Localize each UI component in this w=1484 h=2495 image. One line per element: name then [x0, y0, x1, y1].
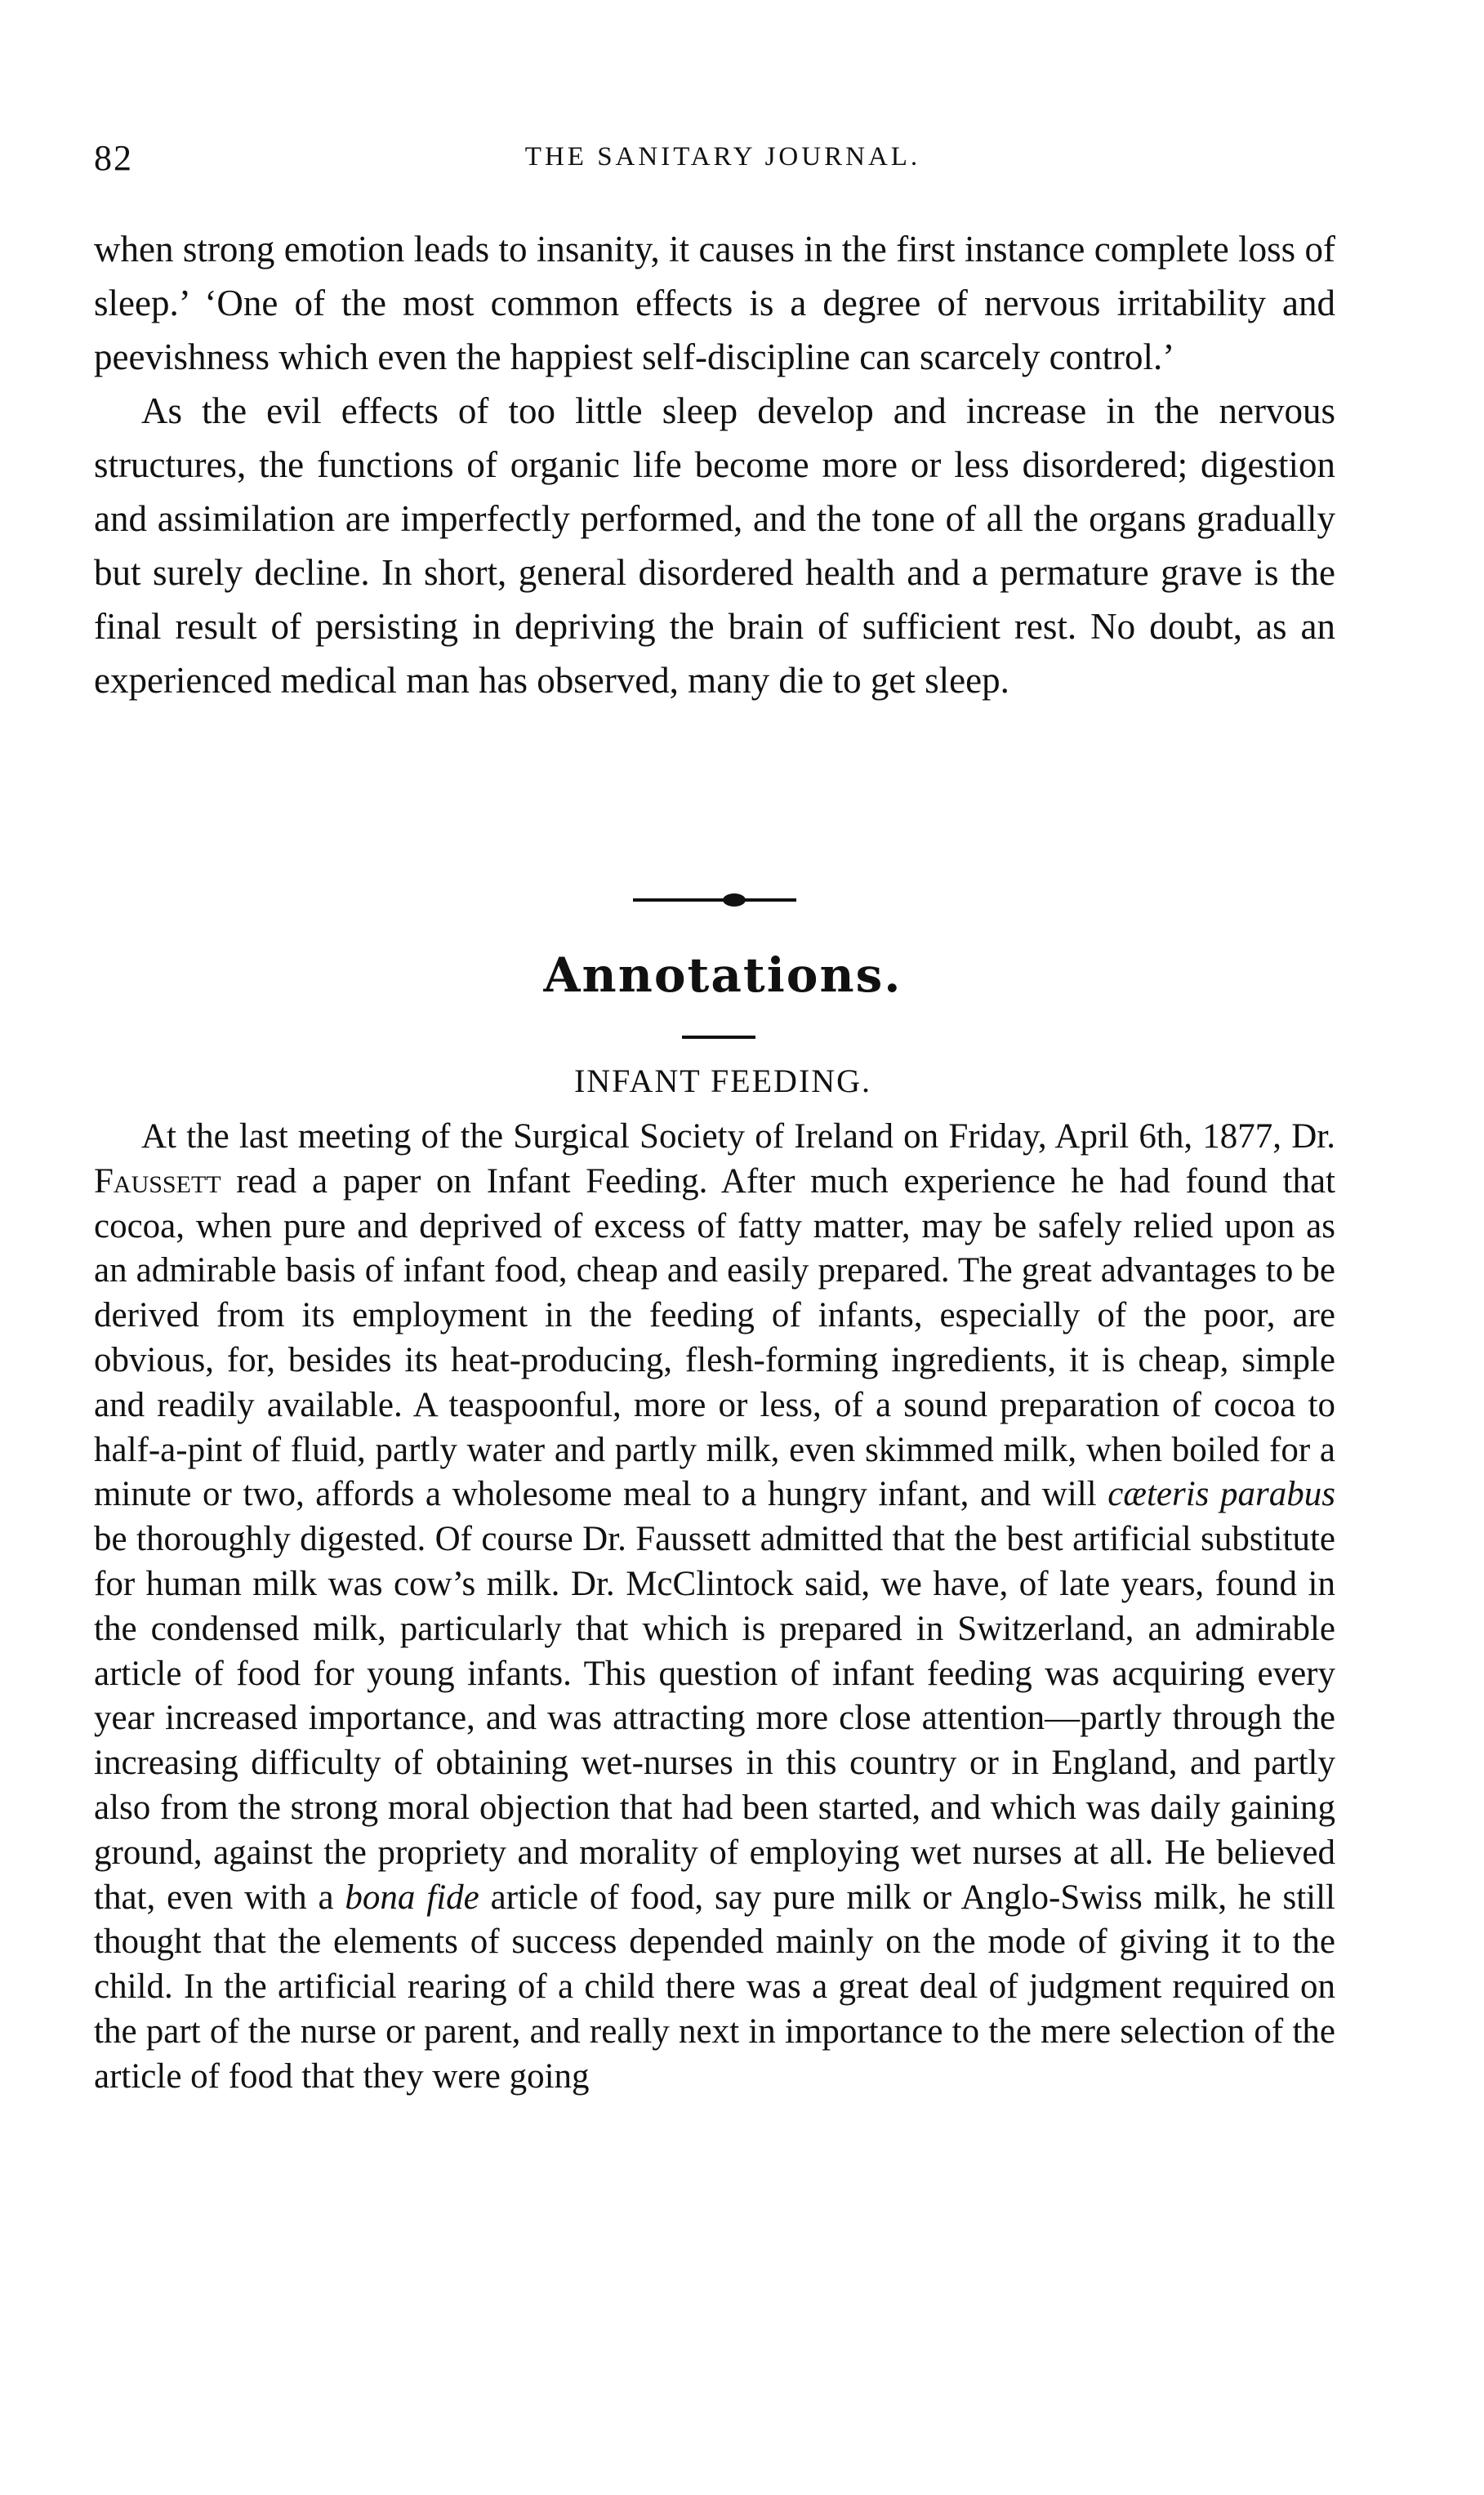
text-run: read a paper on Infant Feeding. After much experience he had found that cocoa, when pure and deprived of excess of fatty matter, may be safely relied upon as an admirable basis of infant food, cheap and easily prepared. The great advantages to be derived from its employment in the feeding of infants, especially of the poor, are obvious, for, besides its heat-producing, flesh-forming ingredients, it is cheap, simple and readily available. A teaspoonful, more or less, of a sound preparation of cocoa to half-a-pint of fluid, partly water and partly milk, even skimmed milk, when boiled for a minute or two, affords a wholesome meal to a hungry infant, and will — [94, 1161, 1335, 1514]
heading-rule — [682, 1036, 755, 1039]
page-number: 82 — [94, 138, 133, 178]
author-name: Faussett — [94, 1161, 221, 1201]
running-head — [94, 137, 1352, 186]
text-run: article of food, say pure milk or Anglo-Swiss milk, he still thought that the elements of success depended mainly on the mode of giving it to the child. In the artificial rearing of a child there was a great deal of judgment required on the part of the nurse or parent, and really next in importance to the mere selection of the article of food that they were going — [94, 1878, 1336, 2096]
latin-phrase: cæteris parabus — [1107, 1475, 1335, 1514]
continued-text — [94, 222, 1335, 707]
paragraph: As the evil effects of too little sleep develop and increase in the nervous structures, the functions of organic life become more or less disordered; digestion and assimilation are imperfectly performed, and the tone of all the organs gradually but surely decline. In short, general disordered health and a permature grave is the final result of persisting in depriving the brain of sufficient rest. No doubt, as an experienced medical man has observed, many die to get sleep. — [94, 390, 1335, 701]
article-title: INFANT FEEDING. — [573, 1063, 872, 1099]
journal-title: THE SANITARY JOURNAL. — [524, 142, 921, 172]
latin-phrase: bona fide — [345, 1878, 479, 1917]
divider-ornament — [723, 893, 746, 907]
text-run: At the last meeting of the Surgical Society of Ireland on Friday, April 6th, 1877, Dr. — [141, 1117, 1335, 1156]
journal-page — [94, 0, 1352, 2495]
section-heading: Annotations. — [543, 947, 902, 1003]
paragraph — [94, 1115, 1335, 2100]
ornamental-divider — [633, 898, 796, 902]
paragraph: when strong emotion leads to insanity, it causes in the first instance complete loss of sleep.’ ‘One of the most common effects is a degree of nervous irritability and peevishness which even the happiest self-discipline can scarcely control.’ — [94, 229, 1335, 377]
article-body — [94, 1115, 1335, 2100]
text-run: be thoroughly digested. Of course Dr. Faussett admitted that the best artificial substitute for human milk was cow’s milk. Dr. McClintock said, we have, of late years, found in the condensed milk, particularly that which is prepared in Switzerland, an admirable article of food for young infants. This question of infant feeding was acquiring every year increased importance, and was attracting more close attention—partly through the increasing difficulty of obtaining wet-nurses in this country or in England, and partly also from the strong moral objection that had been started, and which was daily gaining ground, against the propriety and morality of employing wet nurses at all. He believed that, even with a — [94, 1520, 1335, 1917]
